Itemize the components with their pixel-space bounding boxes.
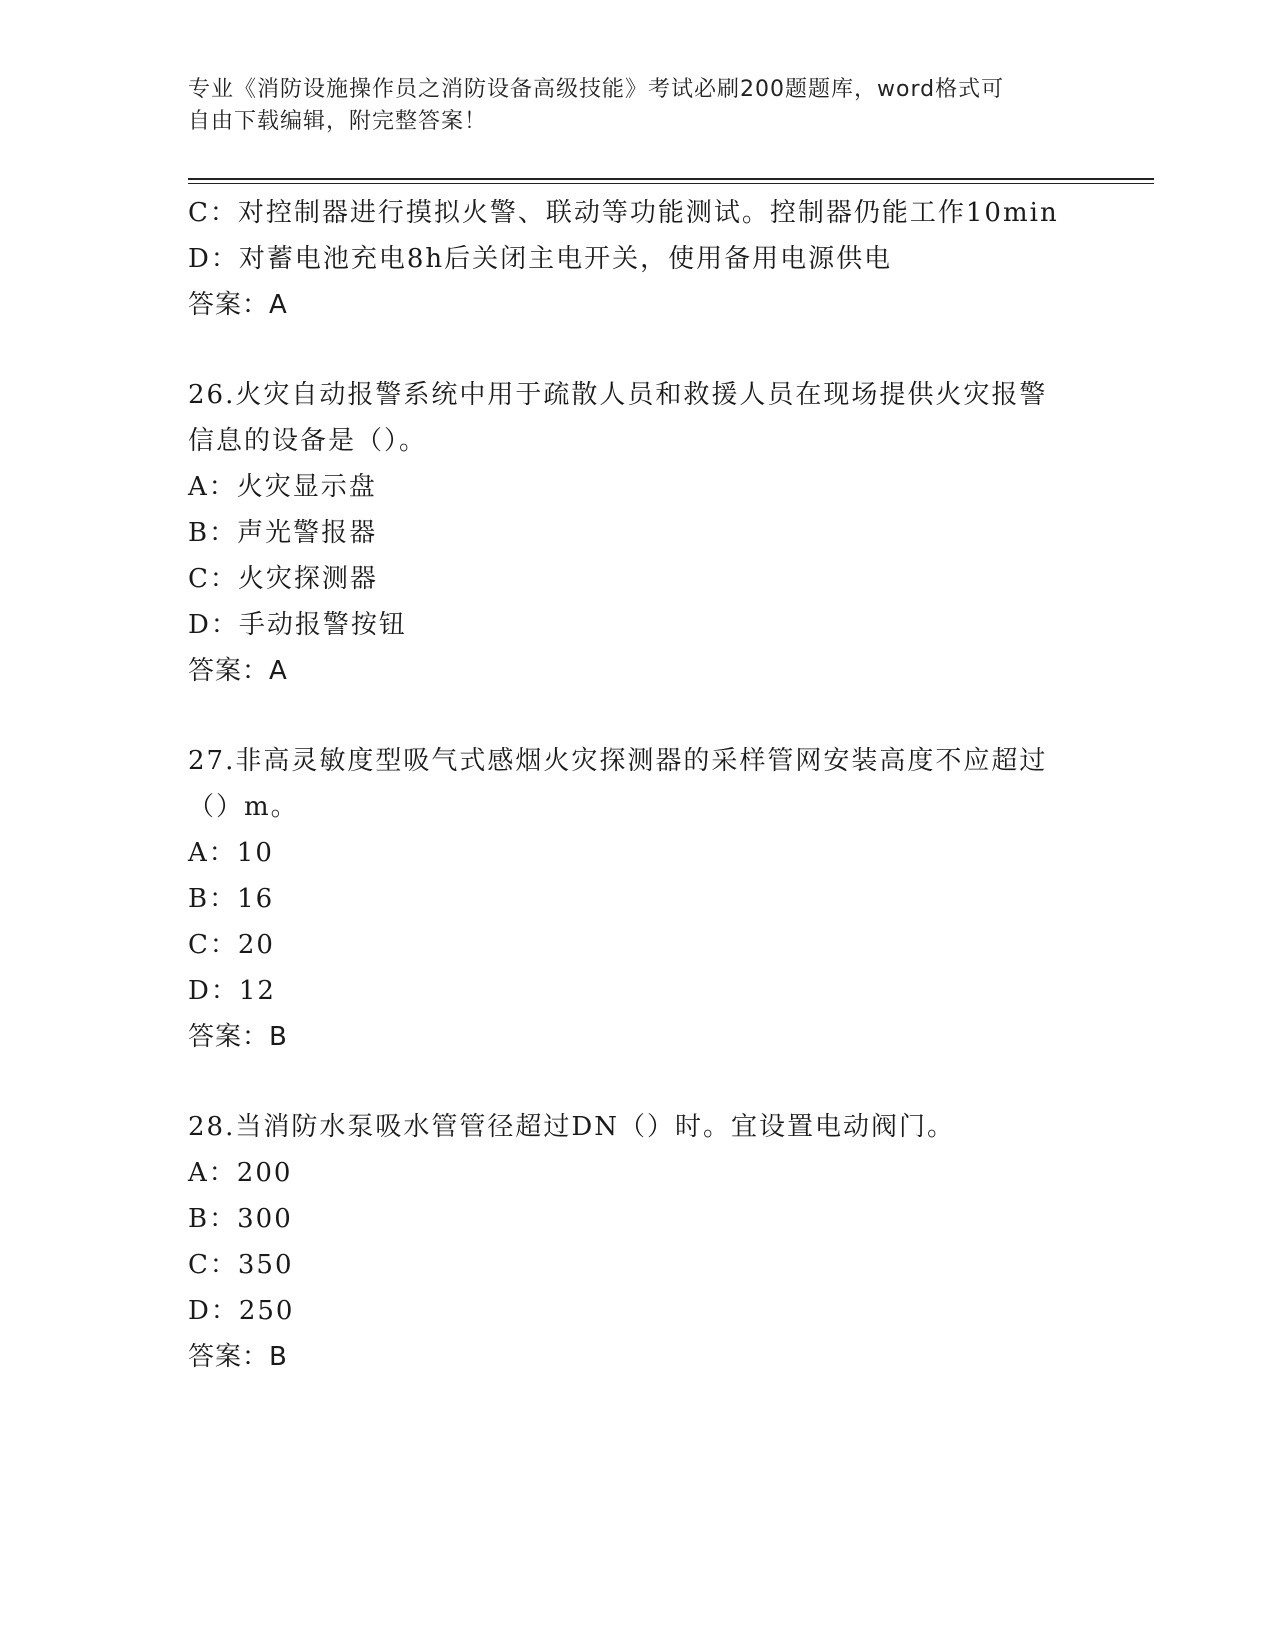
spacer (188, 328, 1088, 372)
option-d: D：12 (188, 976, 276, 1006)
question-list (188, 190, 1088, 1380)
question-stem-continued: （）m。 (188, 792, 299, 822)
option-b: B：16 (188, 884, 275, 914)
question-25-tail (188, 190, 1088, 328)
header-line-2: 自由下载编辑，附完整答案！ (188, 109, 488, 134)
spacer (188, 694, 1088, 738)
spacer (188, 1060, 1088, 1104)
option-a: A：200 (188, 1158, 293, 1188)
option-c: C：350 (188, 1250, 294, 1280)
option-b: B：300 (188, 1204, 293, 1234)
question-stem: 26.火灾自动报警系统中用于疏散人员和救援人员在现场提供火灾报警 (188, 380, 1048, 410)
answer: 答案：A (188, 656, 288, 686)
option-b: B：声光警报器 (188, 518, 378, 548)
option-d: D：250 (188, 1296, 295, 1326)
question-27 (188, 738, 1088, 1060)
answer: 答案：A (188, 290, 288, 320)
question-26 (188, 372, 1088, 694)
option-c: C：火灾探测器 (188, 564, 378, 594)
option-a: A：10 (188, 838, 274, 868)
question-stem: 28.当消防水泵吸水管管径超过DN（）时。宜设置电动阀门。 (188, 1112, 955, 1142)
option-c: C：20 (188, 930, 275, 960)
header-divider-thick (188, 178, 1154, 180)
answer: 答案：B (188, 1342, 288, 1372)
header-line-1: 专业《消防设施操作员之消防设备高级技能》考试必刷200题题库，word格式可 (188, 77, 1005, 102)
document-header (188, 74, 1068, 138)
option-a: A：火灾显示盘 (188, 472, 377, 502)
answer: 答案：B (188, 1022, 288, 1052)
header-divider-thin (188, 183, 1154, 184)
question-stem-continued: 信息的设备是（）。 (188, 426, 428, 456)
option-d: D：手动报警按钮 (188, 610, 407, 640)
question-stem: 27.非高灵敏度型吸气式感烟火灾探测器的采样管网安装高度不应超过 (188, 746, 1048, 776)
question-28 (188, 1104, 1088, 1380)
option-d: D：对蓄电池充电8h后关闭主电开关，使用备用电源供电 (188, 244, 893, 274)
option-c: C：对控制器进行摸拟火警、联动等功能测试。控制器仍能工作10min (188, 198, 1059, 228)
